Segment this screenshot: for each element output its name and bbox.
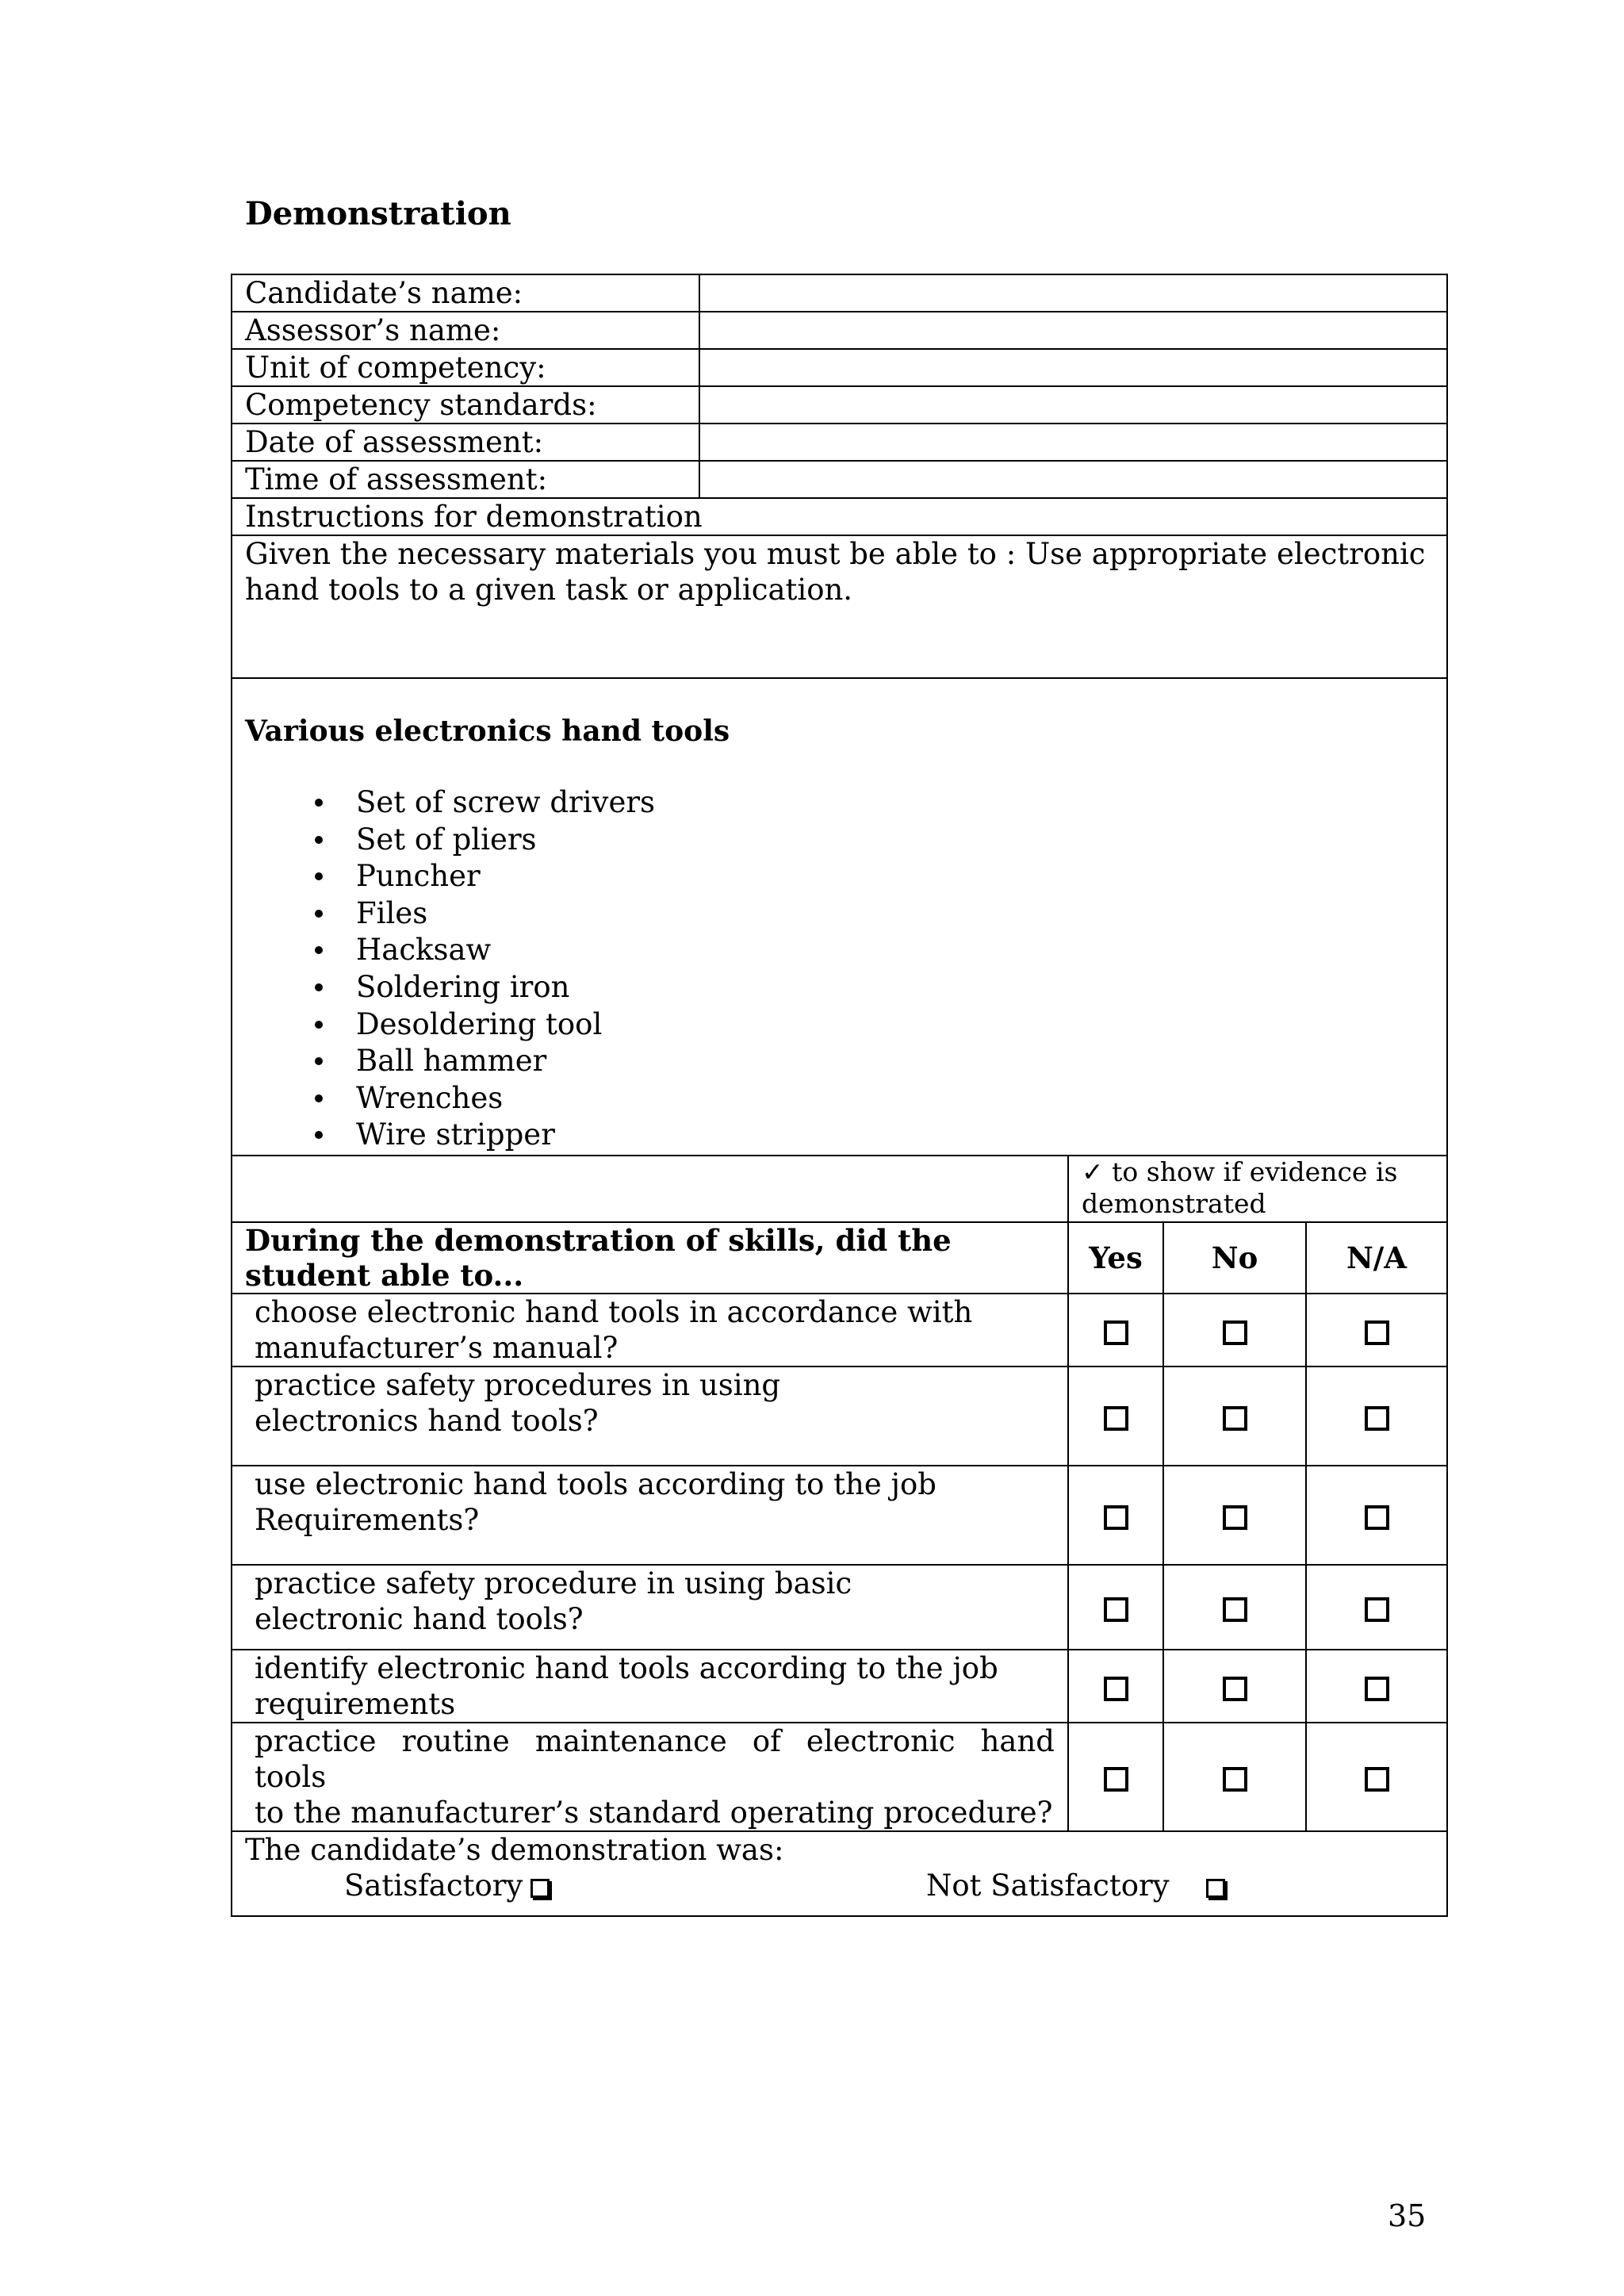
result-row (232, 1831, 1447, 1916)
info-label: Unit of competency: (232, 349, 699, 386)
evidence-row (232, 1156, 1447, 1222)
date-of-assessment-field[interactable] (699, 424, 1447, 461)
not-satisfactory-label: Not Satisfactory (926, 1869, 1170, 1903)
list-item: Desoldering tool (356, 1006, 1434, 1044)
time-of-assessment-field[interactable] (699, 461, 1447, 498)
satisfactory-checkbox[interactable] (530, 1879, 550, 1898)
question-line: manufacturer’s manual? (255, 1331, 619, 1365)
demonstration-form (231, 274, 1448, 1917)
question-text (232, 1294, 1068, 1366)
blank-cell (232, 1156, 1068, 1222)
list-item: Ball hammer (356, 1043, 1434, 1080)
tools-list (245, 784, 1434, 1154)
info-label: Competency standards: (232, 386, 699, 424)
tools-section (232, 678, 1447, 1156)
question-header-row (232, 1222, 1447, 1294)
na-checkbox[interactable] (1365, 1505, 1389, 1530)
table-row (232, 1650, 1447, 1723)
column-header-no: No (1163, 1222, 1306, 1294)
question-line: practice routine maintenance of electronic hand tools (255, 1724, 1055, 1794)
no-checkbox[interactable] (1223, 1406, 1247, 1431)
no-checkbox[interactable] (1223, 1677, 1247, 1701)
result-label: The candidate’s demonstration was: (245, 1833, 784, 1867)
na-checkbox[interactable] (1365, 1677, 1389, 1701)
list-item: Files (356, 895, 1434, 933)
info-label: Date of assessment: (232, 424, 699, 461)
na-checkbox[interactable] (1365, 1320, 1389, 1345)
question-text (232, 1723, 1068, 1831)
list-item: Set of screw drivers (356, 784, 1434, 822)
info-row (232, 424, 1447, 461)
question-text (232, 1366, 1068, 1466)
no-checkbox[interactable] (1223, 1597, 1247, 1622)
assessor-name-field[interactable] (699, 312, 1447, 349)
question-line: practice safety procedure in using basic (255, 1566, 852, 1600)
table-row (232, 1294, 1447, 1366)
list-item: Soldering iron (356, 969, 1434, 1006)
table-row (232, 1565, 1447, 1650)
competency-standards-field[interactable] (699, 386, 1447, 424)
question-line: requirements (255, 1687, 456, 1721)
yes-checkbox[interactable] (1104, 1406, 1128, 1431)
info-row (232, 274, 1447, 312)
yes-checkbox[interactable] (1104, 1677, 1128, 1701)
column-header-na: N/A (1306, 1222, 1447, 1294)
not-satisfactory-checkbox[interactable] (1206, 1879, 1225, 1898)
question-line: choose electronic hand tools in accordance with (255, 1295, 973, 1329)
yes-checkbox[interactable] (1104, 1320, 1128, 1345)
column-header-yes: Yes (1068, 1222, 1163, 1294)
info-row (232, 461, 1447, 498)
info-row (232, 349, 1447, 386)
unit-of-competency-field[interactable] (699, 349, 1447, 386)
question-line: electronic hand tools? (255, 1602, 584, 1636)
evidence-note: ✓ to show if evidence is demonstrated (1068, 1156, 1447, 1222)
list-item: Puncher (356, 858, 1434, 895)
result-cell (232, 1831, 1447, 1916)
question-line: practice safety procedures in using (255, 1368, 781, 1402)
tools-title: Various electronics hand tools (245, 715, 730, 748)
tools-row (232, 678, 1447, 1156)
no-checkbox[interactable] (1223, 1320, 1247, 1345)
list-item: Wire stripper (356, 1117, 1434, 1154)
satisfactory-label: Satisfactory (344, 1869, 523, 1903)
question-text (232, 1466, 1068, 1565)
na-checkbox[interactable] (1365, 1767, 1389, 1792)
info-row (232, 386, 1447, 424)
instructions-label-row (232, 498, 1447, 535)
question-line: identify electronic hand tools according to the job (255, 1651, 998, 1685)
na-checkbox[interactable] (1365, 1406, 1389, 1431)
table-row (232, 1366, 1447, 1466)
question-line: Requirements? (255, 1503, 480, 1537)
yes-checkbox[interactable] (1104, 1767, 1128, 1792)
no-checkbox[interactable] (1223, 1505, 1247, 1530)
page-title: Demonstration (245, 195, 511, 232)
question-line: use electronic hand tools according to the job (255, 1467, 936, 1501)
list-item: Hacksaw (356, 932, 1434, 969)
candidate-name-field[interactable] (699, 274, 1447, 312)
no-checkbox[interactable] (1223, 1767, 1247, 1792)
question-line: electronics hand tools? (255, 1404, 599, 1438)
list-item: Set of pliers (356, 822, 1434, 859)
table-row (232, 1723, 1447, 1831)
info-label: Assessor’s name: (232, 312, 699, 349)
info-label: Candidate’s name: (232, 274, 699, 312)
question-line: to the manufacturer’s standard operating procedure? (255, 1796, 1053, 1830)
page-number: 35 (1388, 2198, 1427, 2233)
question-text (232, 1565, 1068, 1650)
instructions-label: Instructions for demonstration (232, 498, 1447, 535)
instructions-text: Given the necessary materials you must be able to : Use appropriate electronic hand tools to a given task or application. (232, 535, 1447, 678)
info-row (232, 312, 1447, 349)
list-item: Wrenches (356, 1080, 1434, 1117)
instructions-row (232, 535, 1447, 678)
yes-checkbox[interactable] (1104, 1597, 1128, 1622)
na-checkbox[interactable] (1365, 1597, 1389, 1622)
question-header: During the demonstration of skills, did the student able to... (232, 1222, 1068, 1294)
yes-checkbox[interactable] (1104, 1505, 1128, 1530)
table-row (232, 1466, 1447, 1565)
question-text (232, 1650, 1068, 1723)
info-label: Time of assessment: (232, 461, 699, 498)
